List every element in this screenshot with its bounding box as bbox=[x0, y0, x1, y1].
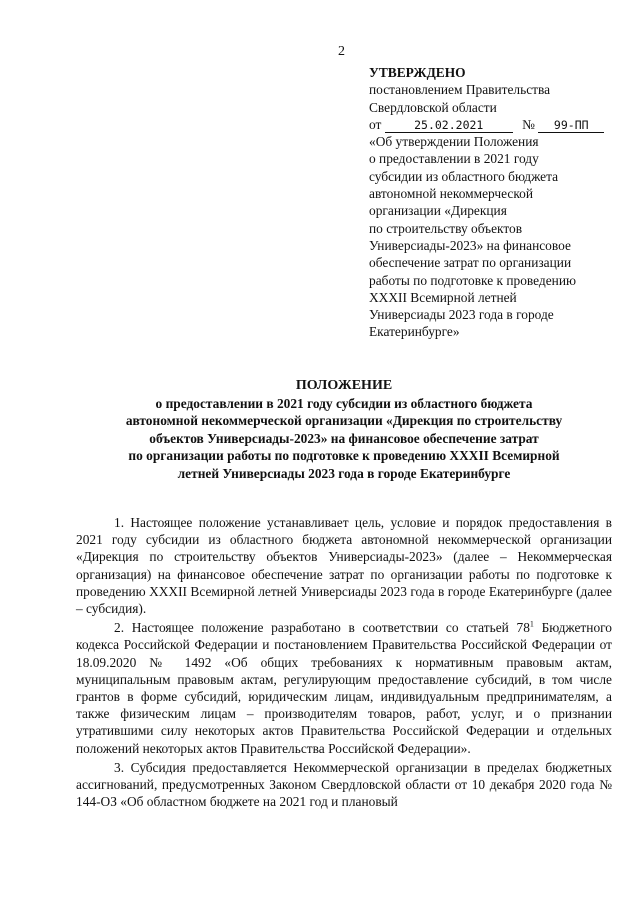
approval-line: Свердловской области bbox=[369, 99, 497, 115]
paragraph-2 bbox=[76, 619, 612, 757]
subject-line: обеспечение затрат по организации bbox=[369, 255, 572, 271]
date-prefix: от bbox=[369, 116, 382, 132]
page-number: 2 bbox=[338, 44, 345, 59]
paragraph-3: 3. Субсидия предоставляется Некоммерческой организации в пределах бюджетных ассигнований, предусмотренных Законом Свердловской области от 10 декабря 2020 года № 144-ОЗ «Об областном бюджете на 2021 год и плановый bbox=[76, 759, 612, 810]
subject-line: работы по подготовке к проведению bbox=[369, 272, 577, 288]
number-prefix: № bbox=[522, 116, 535, 132]
paragraph-2-rest: Бюджетного кодекса Российской Федерации и постановлением Правительства Российской Федерации от 18.09.2020 № 1492 «Об общих требованиях к нормативным правовым актам, муниципальным правовым актам, регулирующим предоставление субсидий, в том числе грантов в форме субсидий, юридическим лицам, индивидуальным предпринимателям, а также физическим лицам – производителям товаров, работ, услуг, и о признании утратившими силу некоторых актов Правительства Российской Федерации и отдельных положений некоторых актов Правительства Российской Федерации». bbox=[76, 620, 612, 756]
approval-date-row bbox=[369, 116, 629, 133]
approval-line: постановлением Правительства bbox=[369, 82, 551, 98]
subject-line: организации «Дирекция bbox=[369, 203, 507, 219]
number-field: 99-ПП bbox=[538, 119, 604, 133]
subject-line: о предоставлении в 2021 году bbox=[369, 151, 539, 167]
heading-line: по организации работы по подготовке к проведению XXXII Всемирной bbox=[128, 448, 560, 463]
heading-line: о предоставлении в 2021 году субсидии из областного бюджета bbox=[155, 395, 533, 411]
document-body bbox=[76, 514, 612, 812]
heading-title: ПОЛОЖЕНИЕ bbox=[295, 378, 393, 393]
date-field: 25.02.2021 bbox=[385, 119, 513, 133]
subject-line: «Об утверждении Положения bbox=[369, 134, 539, 150]
subject-line: Универсиады 2023 года в городе bbox=[369, 307, 554, 323]
subject-line: субсидии из областного бюджета bbox=[369, 168, 559, 184]
subject-line: Екатеринбурге» bbox=[369, 324, 460, 340]
heading-line: объектов Универсиады-2023» на финансовое обеспечение затрат bbox=[149, 430, 539, 446]
article-superscript: 1 bbox=[529, 619, 534, 629]
heading-line: летней Универсиады 2023 года в городе Екатеринбурге bbox=[177, 465, 511, 481]
approval-title: УТВЕРЖДЕНО bbox=[369, 65, 466, 80]
subject-line: XXXII Всемирной летней bbox=[369, 289, 517, 305]
paragraph-1: 1. Настоящее положение устанавливает цель, условие и порядок предоставления в 2021 году субсидии из областного бюджета автономной некоммерческой организации «Дирекция по строительству объектов Универсиады-2023» (далее – Некоммерческая организация) на финансовое обеспечение затрат по организации работы по подготовке к проведению XXXII Всемирной летней Универсиады 2023 года в городе Екатеринбурге (далее – субсидия). bbox=[76, 515, 612, 617]
heading-line: автономной некоммерческой организации «Дирекция по строительству bbox=[125, 413, 563, 428]
approval-block bbox=[369, 64, 629, 341]
paragraph-2-start: 2. Настоящее положение разработано в соответствии со статьей 78 bbox=[114, 620, 530, 636]
subject-line: автономной некоммерческой bbox=[369, 186, 534, 202]
document-heading bbox=[0, 377, 640, 482]
subject-line: Универсиады-2023» на финансовое bbox=[369, 237, 571, 253]
subject-line: по строительству объектов bbox=[369, 220, 523, 236]
